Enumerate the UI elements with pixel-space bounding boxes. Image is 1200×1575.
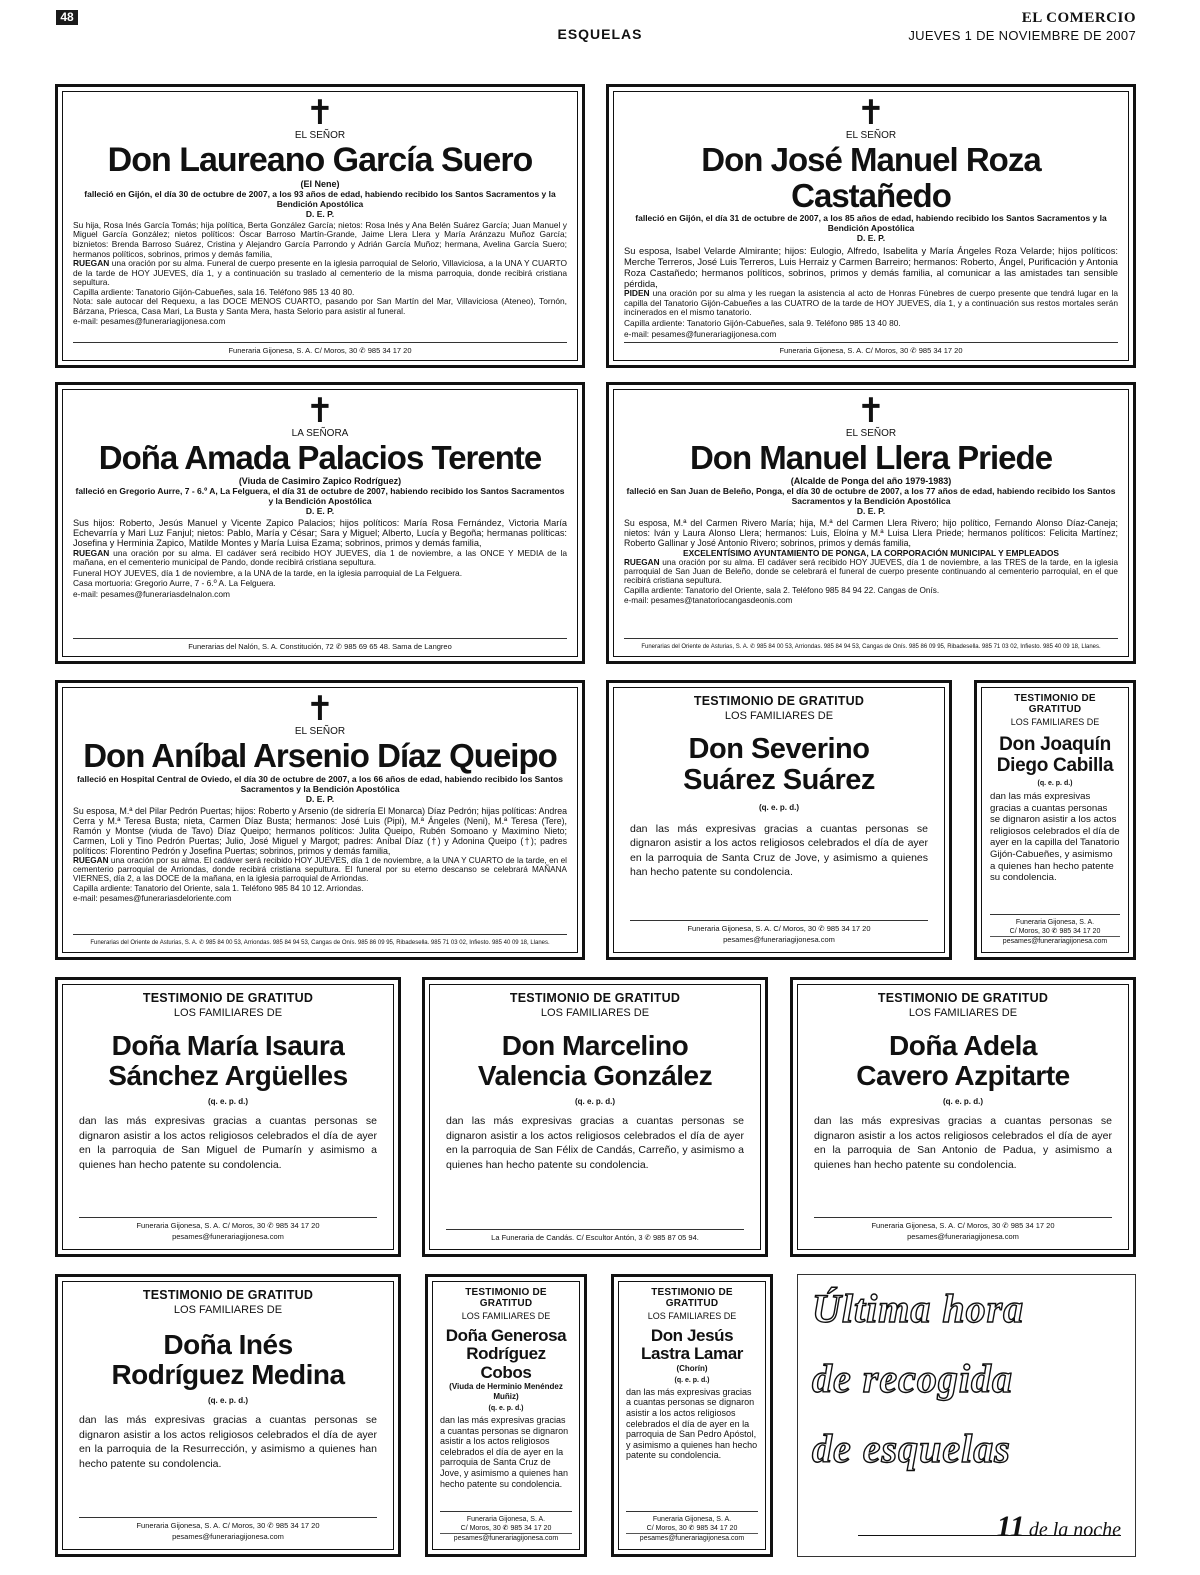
obituary-manuel xyxy=(606,382,1136,664)
obituary-body xyxy=(624,245,1118,340)
request-text: RUEGAN una oración por su alma. El cadáver será recibido HOY JUEVES, día 1 de noviembre, a las ONCE Y MEDIA de la mañana, en el cementerio municipal de Pando, donde recibirá cristiana sepultura. xyxy=(73,547,567,568)
chapel-info: Capilla ardiente: Tanatorio Gijón-Cabueñes, sala 9. Teléfono 985 13 40 80. xyxy=(624,318,901,329)
deceased-name: Don José Manuel Roza Castañedo xyxy=(701,141,1041,214)
deceased-name: Doña María Isaura xyxy=(111,1030,345,1061)
death-details: falleció en Gregorio Aurre, 7 - 6.º A, La Felguera, el día 31 de octubre de 2007, habiendo recibido los Santos Sacramentos y la Bendición Apostólica xyxy=(75,485,565,506)
deadline-notice xyxy=(797,1274,1136,1557)
honorific: EL SEÑOR xyxy=(845,130,897,141)
honorific: EL SEÑOR xyxy=(294,130,346,141)
gratitude-heading: TESTIMONIO DE GRATITUD xyxy=(877,991,1049,1005)
gratitude-adela xyxy=(790,977,1136,1257)
funeral-home: Funeraria Gijonesa, S. A. xyxy=(990,914,1120,927)
gratitude-heading: TESTIMONIO DE GRATITUD xyxy=(142,1288,314,1302)
honorific: EL SEÑOR xyxy=(845,428,897,439)
deceased-name: Doña Inés xyxy=(163,1329,293,1360)
deceased-name: Don Jesús xyxy=(650,1326,734,1345)
dep: D. E. P. xyxy=(305,505,335,516)
dep: D. E. P. xyxy=(856,233,886,244)
funeral-home: Funerarias del Oriente de Asturias, S. A. ✆ 985 84 00 53, Arriondas. 985 84 94 53, Cangas de Onís. 985 86 09 95, Ribadesella. 985 71 03 02, Infiesto. 985 40 09 18, Llanes. xyxy=(624,638,1118,652)
publication-name: EL COMERCIO xyxy=(1021,10,1136,26)
deceased-surname: Lastra Lamar xyxy=(641,1344,743,1364)
funeral-home-address: C/ Moros, 30 ✆ 985 34 17 20 xyxy=(1009,928,1101,935)
funeral-home: Funeraria Gijonesa, S. A. xyxy=(440,1511,572,1524)
family-list: Su esposa, Isabel Velarde Almirante; hijos: Eulogio, Alfredo, Isabelita y María Ángeles Roza Velarde; hijos políticos: Merche Terreros, José Luis Terreros, Luis Herraiz y Carmen Barreiro; hermanos: Roberto, Ángel, Purificación y Antonia Roza Castañedo; hermanos políticos, sobrinos, primos y demás familia, al comunicar a las amistades tan sensible pérdida, xyxy=(624,245,1118,290)
family-heading: LOS FAMILIARES DE xyxy=(908,1007,1018,1019)
nickname: (Alcalde de Ponga del año 1979-1983) xyxy=(790,475,952,486)
deceased-name: Doña Adela xyxy=(889,1030,1037,1061)
obituary-body xyxy=(624,518,1118,606)
gratitude-heading: TESTIMONIO DE GRATITUD xyxy=(1014,693,1096,715)
funeral-home: Funeraria Gijonesa, S. A. C/ Moros, 30 ✆ 985 34 17 20 xyxy=(79,1517,377,1531)
email: e-mail: pesames@funerariasdelnalon.com xyxy=(73,588,230,599)
death-details: falleció en Gijón, el día 31 de octubre de 2007, a los 85 años de edad, habiendo recibido los Santos Sacramentos y la Bendición Apostólica xyxy=(635,213,1107,234)
family-list: Su hija, Rosa Inés García Tomás; hija política, Berta González García; nietos: Rosa Inés y Ana Belén Suárez García; Juan Manuel y Miguel García González; nietos políticos: Óscar Barroso Martín-Grande, Jaime Llera Llera y María Aránzazu Muñoz García; biznietos: Brenda Barroso Suárez, Cristina y Alejandro García Parrondo y Adrián García Muñoz; hermana, Avelina García Suero; hermanos políticos, sobrinos, primos y demás familia, xyxy=(73,219,567,259)
funeral-home: Funeraria Gijonesa, S. A. xyxy=(626,1511,758,1524)
email: e-mail: pesames@funerariagijonesa.com xyxy=(624,329,777,340)
issue-date: JUEVES 1 DE NOVIEMBRE DE 2007 xyxy=(908,28,1136,43)
gratitude-ines xyxy=(55,1274,401,1557)
cross-icon: ✝ xyxy=(305,94,335,132)
gratitude-text: dan las más expresivas gracias a cuantas personas se dignaron asistir a los actos religiosos celebrados el día de ayer en la parroquia de Santa Cruz de Jove, y asimismo a quienes han hecho patente su condolencia. xyxy=(630,822,928,879)
gratitude-marcelino xyxy=(422,977,768,1257)
email: e-mail: pesames@funerariagijonesa.com xyxy=(73,315,226,326)
family-heading: LOS FAMILIARES DE xyxy=(173,1304,283,1316)
family-heading: LOS FAMILIARES DE xyxy=(461,1311,551,1321)
chapel-info: Capilla ardiente: Tanatorio del Oriente, sala 1. Teléfono 985 84 10 12. Arriondas. xyxy=(73,883,364,893)
nickname: (Chorín) xyxy=(676,1363,708,1373)
obituary-anibal xyxy=(55,680,585,960)
qepd: (q. e. p. d.) xyxy=(674,1376,710,1384)
gratitude-text: dan las más expresivas gracias a cuantas personas se dignaron asistir a los actos religiosos celebrados el día de ayer en la parroquia de San Antonio de Padua, y asimismo a quienes han hecho patente su condolencia. xyxy=(814,1115,1112,1171)
nickname: (Viuda de Casimiro Zapico Rodríguez) xyxy=(238,475,402,486)
deceased-name: Don Aníbal Arsenio Díaz Queipo xyxy=(83,737,557,774)
gratitude-joaquin xyxy=(974,680,1136,960)
cross-icon: ✝ xyxy=(305,690,335,728)
family-list: Su esposa, M.ª del Carmen Rivero María; hija, M.ª del Carmen Llera Rivero; hijo político, Fernando Alonso Díaz-Caneja; nietos: Iván y Laura Alonso Llera; hermanos: Luis, Eloína y M.ª Luisa Llera Priede; hermanos políticos: Felicita Martínez; Roberto Gallinar y José Antonio Rivero; sobrinos, primos y demás familia, xyxy=(624,517,1118,548)
cross-icon: ✝ xyxy=(856,392,886,430)
obituary-body xyxy=(73,518,567,600)
death-details: falleció en Gijón, el día 30 de octubre de 2007, a los 93 años de edad, habiendo recibido los Santos Sacramentos y la Bendición Apostólica xyxy=(84,188,556,209)
gratitude-severino xyxy=(606,680,952,960)
gratitude-text: dan las más expresivas gracias a cuantas personas se dignaron asistir a los actos religiosos celebrados el día de ayer en la parroquia de San Félix de Candás, Carreño, y asimismo a quienes han hecho patente su condolencia. xyxy=(446,1115,744,1171)
qepd: (q. e. p. d.) xyxy=(943,1097,983,1107)
nickname: (Viuda de Herminio Menéndez Muñiz) xyxy=(449,1382,563,1402)
email: pesames@funerariagijonesa.com xyxy=(626,1533,758,1544)
obituary-body xyxy=(73,806,567,904)
nickname: (El Nene) xyxy=(300,178,340,189)
deceased-name: Don Severino xyxy=(688,733,870,765)
funeral-home: Funeraria Gijonesa, S. A. C/ Moros, 30 ✆ 985 34 17 20 xyxy=(79,1217,377,1231)
deceased-name: Don Joaquín xyxy=(999,734,1111,755)
obituary-body xyxy=(73,221,567,327)
request-text: RUEGAN una oración por su alma. El cadáver será recibido HOY JUEVES, día 1 de noviembre, a la UNA Y CUARTO de la tarde, en el cementerio parroquial de Arriondas, donde recibirá cristiana sepultura. El funeral por su eterno descanso se celebrará MAÑANA VIERNES, día 2, a las DOCE de la mañana, en la iglesia parroquial de Arriondas. xyxy=(73,855,567,884)
email: pesames@funerariagijonesa.com xyxy=(172,1532,284,1541)
email: pesames@funerariagijonesa.com xyxy=(440,1533,572,1544)
family-heading: LOS FAMILIARES DE xyxy=(1010,717,1100,727)
honorific: LA SEÑORA xyxy=(291,428,349,439)
deceased-name: Doña Generosa xyxy=(445,1326,567,1345)
notice-time: 11 de la noche xyxy=(996,1510,1121,1543)
gratitude-heading: TESTIMONIO DE GRATITUD xyxy=(651,1287,733,1309)
section-title: ESQUELAS xyxy=(557,26,643,42)
email: e-mail: pesames@funerariasdeloriente.com xyxy=(73,893,232,903)
family-heading: LOS FAMILIARES DE xyxy=(724,710,834,722)
family-heading: LOS FAMILIARES DE xyxy=(647,1311,737,1321)
honorific: EL SEÑOR xyxy=(294,726,346,737)
gratitude-text: dan las más expresivas gracias a cuantas personas se dignaron asistir a los actos religiosos celebrados el día de ayer en la parroquia de San Pedro Apóstol, y asimismo a quienes han hecho patente su condolencia. xyxy=(626,1386,758,1461)
gratitude-heading: TESTIMONIO DE GRATITUD xyxy=(142,991,314,1005)
qepd: (q. e. p. d.) xyxy=(208,1396,248,1406)
funeral-home: Funeraria Gijonesa, S. A. C/ Moros, 30 ✆ 985 34 17 20 xyxy=(73,342,567,356)
cross-icon: ✝ xyxy=(305,392,335,430)
gratitude-generosa xyxy=(425,1274,587,1557)
email: e-mail: pesames@tanatoriocangasdeonis.com xyxy=(624,595,793,605)
funeral-home: Funeraria Gijonesa, S. A. C/ Moros, 30 ✆ 985 34 17 20 xyxy=(624,342,1118,356)
gratitude-heading: TESTIMONIO DE GRATITUD xyxy=(693,694,865,708)
notice-line-2: de recogida xyxy=(812,1356,1013,1401)
qepd: (q. e. p. d.) xyxy=(208,1097,248,1107)
funeral-home: Funeraria Gijonesa, S. A. C/ Moros, 30 ✆ 985 34 17 20 xyxy=(630,920,928,934)
notice-line-1: Última hora xyxy=(812,1286,1025,1331)
obituary-laureano xyxy=(55,84,585,368)
request-text: PIDEN una oración por su alma y les ruegan la asistencia al acto de Honras Fúnebres de cuerpo presente que tendrá lugar en la capilla del Tanatorio Gijón-Cabueñes a las CUATRO de la tarde de HOY JUEVES, día 1, y a continuación sus restos mortales serán incinerados en el mismo tanatorio. xyxy=(624,288,1118,318)
email: pesames@funerariagijonesa.com xyxy=(723,935,835,944)
family-heading: LOS FAMILIARES DE xyxy=(173,1007,283,1019)
cross-icon: ✝ xyxy=(856,94,886,132)
funeral-home: Funeraria Gijonesa, S. A. C/ Moros, 30 ✆ 985 34 17 20 xyxy=(814,1217,1112,1231)
qepd: (q. e. p. d.) xyxy=(1037,780,1073,788)
request-text: RUEGAN una oración por su alma. El cadáver será recibido HOY JUEVES, día 1 de noviembre, a las TRES de la tarde, en la iglesia parroquial de San Juan de Beleño, donde se celebrará el funeral de cuerpo presente continuando al cementerio parroquial, en el que recibirá cristiana sepultura. xyxy=(624,557,1118,586)
funeral-home: Funerarias del Nalón, S. A. Constitución, 72 ✆ 985 69 65 48. Sama de Langreo xyxy=(73,638,567,652)
death-details: falleció en San Juan de Beleño, Ponga, el día 30 de octubre de 2007, a los 77 años de edad, habiendo recibido los Santos Sacramentos y la Bendición Apostólica xyxy=(626,485,1116,506)
funeral-info: Funeral HOY JUEVES, día 1 de noviembre, a la UNA de la tarde, en la iglesia parroquial de La Felguera. xyxy=(73,568,463,579)
entity-line: EXCELENTÍSIMO AYUNTAMIENTO DE PONGA, LA CORPORACIÓN MUNICIPAL Y EMPLEADOS xyxy=(683,547,1059,558)
deceased-surname: Cavero Azpitarte xyxy=(856,1060,1070,1092)
qepd: (q. e. p. d.) xyxy=(575,1097,615,1107)
page-number: 48 xyxy=(56,10,78,25)
death-details: falleció en Hospital Central de Oviedo, el día 30 de octubre de 2007, a los 66 años de edad, habiendo recibido los Santos Sacramentos y la Bendición Apostólica xyxy=(76,773,564,794)
gratitude-text: dan las más expresivas gracias a cuantas personas se dignaron asistir a los actos religiosos celebrados el día de ayer en la capilla del Tanatorio Gijón-Cabueñes, y asimismo a quienes han hecho patente su condolencia. xyxy=(990,791,1120,884)
funeral-home-address: C/ Moros, 30 ✆ 985 34 17 20 xyxy=(646,1525,738,1532)
deceased-surname: Sánchez Argüelles xyxy=(108,1060,348,1092)
family-heading: LOS FAMILIARES DE xyxy=(540,1007,650,1019)
masthead xyxy=(908,10,1136,43)
deceased-name: Don Marcelino xyxy=(501,1030,689,1061)
funeral-home-address: C/ Moros, 30 ✆ 985 34 17 20 xyxy=(460,1525,552,1532)
gratitude-heading: TESTIMONIO DE GRATITUD xyxy=(465,1287,547,1309)
deceased-surname: Valencia González xyxy=(477,1060,713,1092)
deceased-surname: Rodríguez Cobos xyxy=(466,1344,546,1382)
house-info: Casa mortuoria: Gregorio Aurre, 7 - 6.º A. La Felguera. xyxy=(73,578,276,589)
funeral-home: La Funeraria de Candás. C/ Escultor Antón, 3 ✆ 985 87 05 94. xyxy=(446,1229,744,1243)
deceased-surname: Rodríguez Medina xyxy=(111,1359,345,1391)
qepd: (q. e. p. d.) xyxy=(759,802,799,812)
deceased-surname: Diego Cabilla xyxy=(996,754,1114,776)
deceased-surname: Suárez Suárez xyxy=(683,764,875,797)
gratitude-jesus xyxy=(611,1274,773,1557)
dep: D. E. P. xyxy=(305,793,335,804)
funeral-home: Funerarias del Oriente de Asturias, S. A. ✆ 985 84 00 53, Arriondas. 985 84 94 53, Cangas de Onís. 985 86 09 95, Ribadesella. 985 71 03 02, Infiesto. 985 40 09 18, Llanes. xyxy=(73,934,567,948)
chapel-info: Capilla ardiente: Tanatorio Gijón-Cabueñes, sala 16. Teléfono 985 13 40 80. xyxy=(73,286,355,297)
request-text: RUEGAN una oración por su alma. Funeral de cuerpo presente en la iglesia parroquial de Selorio, Villaviciosa, a la UNA Y CUARTO de la tarde de HOY JUEVES, día 1, y a continuación su traslado al cementerio de la misma parroquia, donde recibirá cristiana sepultura. xyxy=(73,258,567,288)
gratitude-text: dan las más expresivas gracias a cuantas personas se dignaron asistir a los actos religiosos celebrados el día de ayer en la parroquia de Santa Cruz de Jove, y asimismo a quienes han hecho patente su condolencia. xyxy=(440,1415,569,1489)
note-text: Nota: sale autocar del Requexu, a las DOCE MENOS CUARTO, pasando por San Martín del Mar, Villaviciosa (Ateneo), Tornón, Bárzana, Priesca, Casa Mari, La Busta y Santa Mera, hasta Selorio para asistir al funeral. xyxy=(73,296,567,317)
deceased-name: Doña Amada Palacios Terente xyxy=(98,439,542,476)
dep: D. E. P. xyxy=(305,208,335,219)
obituary-jose-manuel xyxy=(606,84,1136,368)
qepd: (q. e. p. d.) xyxy=(488,1405,524,1413)
family-list: Sus hijos: Roberto, Jesús Manuel y Vicente Zapico Palacios; hijos políticos: María Rosa Fernández, Victoria María Echevarría y Mari Luz Fanjul; nietos: Pablo, María y César; Sara y Miguel; Alberto, Lucía y Begoña; hermanas políticas: Josefina y Herminia Zapico, Matilde Montes y María Luisa Ezama; sobrinos, primos y demás familia, xyxy=(73,517,567,549)
deceased-name: Don Manuel Llera Priede xyxy=(689,439,1053,476)
family-list: Su esposa, M.ª del Pilar Pedrón Puertas; hijos: Roberto y Arsenio (de sidrería El Monarca) Díaz Pedrón; hijas políticas: Andrea Cerra y M.ª Teresa Busta; nieta, Carmen Díaz Busta; hermanos: José Luis (Pipi), M.ª Ángeles (Neni), M.ª Teresa (Tere), Ramón y Montse (viuda de Tavo) Díaz Queipo; hermanos políticos: Julita Queipo, Rubén Somoano y Maximino Nieto; Carmen, Loli y Tino Pedrón Puertas; Julio, José Miguel y Margot; padres: Aníbal Díaz (†) y Adonina Queipo (†); padres políticos: Florentino Pedrón y Josefina Puertas; sobrinos, primos y demás familia, xyxy=(73,805,567,856)
obituary-amada xyxy=(55,382,585,664)
deceased-name: Don Laureano García Suero xyxy=(107,141,533,179)
email: pesames@funerariagijonesa.com xyxy=(172,1232,284,1241)
gratitude-isaura xyxy=(55,977,401,1257)
gratitude-text: dan las más expresivas gracias a cuantas personas se dignaron asistir a los actos religiosos celebrados el día de ayer en la parroquia de San Miguel de Pumarín y asimismo a quienes han hecho patente su condolencia. xyxy=(79,1115,377,1171)
chapel-info: Capilla ardiente: Tanatorio del Oriente, sala 2. Teléfono 985 84 94 22. Cangas de Onís. xyxy=(624,585,940,595)
email: pesames@funerariagijonesa.com xyxy=(907,1232,1019,1241)
dep: D. E. P. xyxy=(856,505,886,516)
email: pesames@funerariagijonesa.com xyxy=(990,936,1120,947)
notice-line-3: de esquelas xyxy=(812,1426,1011,1471)
gratitude-text: dan las más expresivas gracias a cuantas personas se dignaron asistir a los actos religiosos celebrados el día de ayer en la parroquia de la Resurrección, y asimismo a quienes han hecho patente su condolencia. xyxy=(79,1414,377,1470)
gratitude-heading: TESTIMONIO DE GRATITUD xyxy=(509,991,681,1005)
